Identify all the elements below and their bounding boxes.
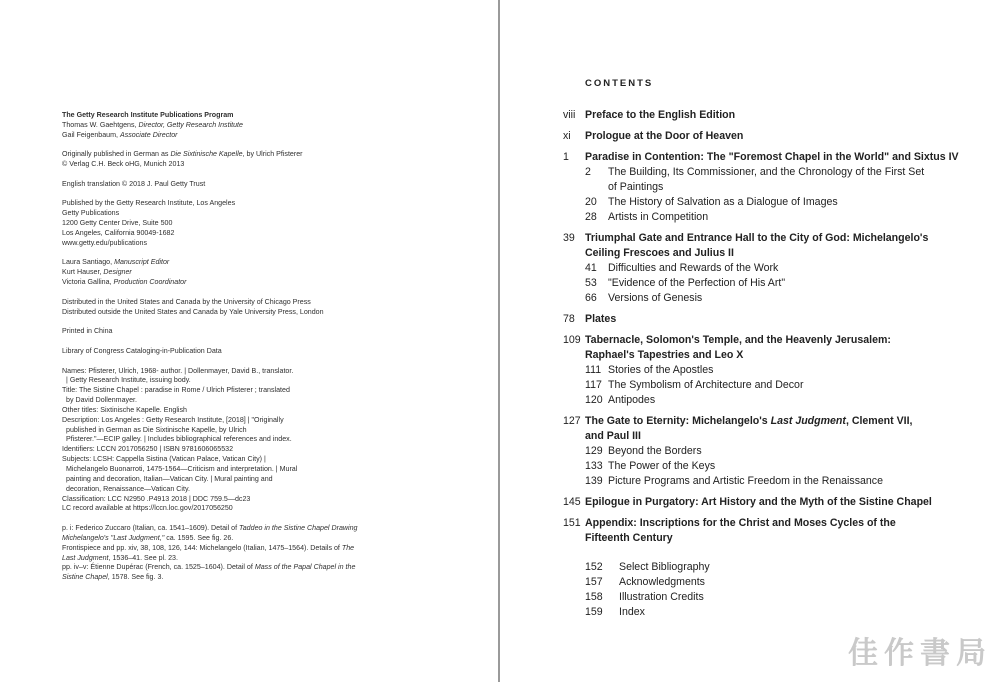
toc-subtitle-line: Beyond the Borders (608, 445, 702, 457)
toc-back-matter-label: Acknowledgments (619, 576, 705, 588)
cip-line: Classification: LCC N2950 .P4913 2018 | DDC 759.5—dc23 (62, 494, 251, 503)
staff-role: Production Coordinator (113, 278, 187, 287)
toc-title (585, 495, 983, 510)
toc-back-matter-entry (563, 590, 983, 605)
credit-title: The (341, 543, 355, 552)
toc-title (585, 312, 983, 327)
copyright-page (0, 0, 498, 682)
toc-page-number: 127 (563, 415, 581, 427)
toc-title-line: Plates (585, 313, 617, 325)
credit-line (62, 554, 482, 564)
toc-page-number: 2 (585, 166, 591, 178)
publisher-line: 1200 Getty Center Drive, Suite 500 (62, 219, 173, 228)
toc-entry (563, 516, 983, 546)
toc-entry (563, 495, 983, 510)
credit-title: Sistine Chapel (62, 573, 108, 582)
toc-entry (563, 108, 983, 123)
toc-title-line: and Paul III (585, 430, 641, 442)
credit-text: , 1536–41. See pl. 23. (108, 553, 178, 562)
toc-subentry (563, 165, 983, 195)
toc-page-number: 111 (585, 364, 602, 376)
publisher-block (62, 199, 482, 248)
watermark: 佳作書局 (848, 636, 992, 671)
toc-subentry (563, 291, 983, 306)
toc-page-number: 66 (585, 292, 597, 304)
toc-subentry (563, 261, 983, 276)
printed-block (62, 327, 482, 337)
cip-line: Identifiers: LCCN 2017056250 | ISBN 9781606065532 (62, 445, 234, 454)
toc-title (585, 333, 983, 363)
credits-block (62, 524, 482, 583)
toc-subentry (563, 276, 983, 291)
toc-subtitle-line: Antipodes (608, 394, 656, 406)
publisher-line: www.getty.edu/publications (62, 238, 148, 247)
credit-title: Mass of the Papal Chapel in the (254, 563, 356, 572)
toc-subtitle-line: Versions of Genesis (608, 292, 703, 304)
staff-line (62, 278, 482, 288)
origin-block (62, 150, 482, 170)
contents-heading: CONTENTS (585, 78, 654, 89)
toc-subentry (563, 195, 983, 210)
toc-subtitle-line: Artists in Competition (608, 211, 709, 223)
origin-line: Originally published in German as Die Sixtinische Kapelle, by Ulrich Pfisterer (62, 150, 303, 159)
credit-title: Last Judgment (62, 553, 109, 562)
toc-subtitle (608, 393, 983, 408)
toc-back-matter-entry (563, 560, 983, 575)
toc-title (585, 231, 983, 261)
toc-subtitle (608, 276, 983, 291)
copyright-text (62, 111, 482, 593)
toc-subtitle-line: "Evidence of the Perfection of His Art" (608, 277, 786, 289)
toc-subentry (563, 474, 983, 489)
toc-subtitle (608, 165, 983, 195)
toc-subentry (563, 459, 983, 474)
toc-title-line: Epilogue in Purgatory: Art History and the Myth of the Sistine Chapel (585, 496, 932, 508)
toc-page-number: 20 (585, 196, 597, 208)
cip-line: published in German as Die Sixtinische Kapelle, by Ulrich (66, 425, 247, 434)
toc-page-number: 78 (563, 313, 575, 325)
toc-title (585, 129, 983, 144)
toc-page-number: 1 (563, 151, 569, 163)
cip-title-block (62, 347, 482, 357)
toc-subentry (563, 393, 983, 408)
toc-page-number: 133 (585, 460, 603, 472)
cip-line: Names: Pfisterer, Ulrich, 1968- author. | Dollenmayer, David B., translator. (62, 366, 294, 375)
toc-page-number: 159 (585, 606, 603, 618)
toc-page-number: 39 (563, 232, 575, 244)
toc-subtitle (608, 363, 983, 378)
toc-page-number: 145 (563, 496, 581, 508)
toc-subentry (563, 363, 983, 378)
staff-role: Designer (103, 268, 132, 277)
table-of-contents (563, 108, 983, 620)
toc-page-number: 109 (563, 334, 581, 346)
program-line: Gail Feigenbaum, Associate Director (62, 130, 178, 139)
cip-line: | Getty Research Institute, issuing body. (66, 376, 191, 385)
publisher-line: Getty Publications (62, 209, 120, 218)
toc-subtitle (608, 261, 983, 276)
credit-title: Michelangelo's "Last Judgment," (62, 533, 165, 542)
toc-page-number: 41 (585, 262, 597, 274)
toc-page-number: 152 (585, 561, 603, 573)
distribution-line: Distributed in the United States and Canada by the University of Chicago Press (62, 297, 311, 306)
toc-back-matter-label: Illustration Credits (619, 591, 704, 603)
credit-line (62, 524, 482, 534)
toc-page-number: xi (563, 130, 571, 142)
credit-line (62, 573, 482, 583)
toc-entry (563, 129, 983, 144)
credit-line (62, 544, 482, 554)
cip-line: Description: Los Angeles : Getty Research Institute, [2018] | "Originally (62, 415, 284, 424)
program-block (62, 111, 482, 141)
toc-spacer (563, 552, 983, 560)
toc-subtitle-line: of Paintings (608, 181, 664, 193)
toc-entry (563, 231, 983, 261)
credit-text: , 1578. See fig. 3. (107, 573, 164, 582)
toc-title-line: Tabernacle, Solomon's Temple, and the Heavenly Jerusalem: (585, 334, 891, 346)
staff-line (62, 268, 482, 278)
toc-page-number: 120 (585, 394, 603, 406)
program-line: Thomas W. Gaehtgens, Director, Getty Research Institute (62, 120, 243, 129)
cip-line: by David Dollenmayer. (66, 396, 137, 405)
origin-copyright: © Verlag C.H. Beck oHG, Munich 2013 (62, 160, 185, 169)
toc-subentry (563, 210, 983, 225)
toc-subtitle (608, 459, 983, 474)
toc-title-part: , Clement VII, (845, 415, 913, 427)
toc-entry (563, 150, 983, 165)
credit-text: Frontispiece and pp. xiv, 38, 108, 126, 144: Michelangelo (Italian, 1475–1564). Details of (62, 543, 342, 552)
toc-title (585, 150, 983, 165)
toc-subtitle (608, 474, 983, 489)
cip-line: Subjects: LCSH: Cappella Sistina (Vatican Palace, Vatican City) | (62, 455, 266, 464)
cip-line: LC record available at https://lccn.loc.gov/2017056250 (62, 504, 233, 513)
toc-title-line: Triumphal Gate and Entrance Hall to the City of God: Michelangelo's (585, 232, 929, 244)
toc-subtitle (608, 444, 983, 459)
toc-back-matter-entry (563, 575, 983, 590)
staff-line (62, 258, 482, 268)
toc-back-matter-label: Index (619, 606, 645, 618)
toc-title-line: Ceiling Frescoes and Julius II (585, 247, 734, 259)
staff-name: Kurt Hauser, (62, 268, 104, 277)
cip-line: Pfisterer."—ECIP galley. | Includes bibliographical references and index. (66, 435, 292, 444)
credit-text: p. i: Federico Zuccaro (Italian, ca. 1541–1609). Detail of (62, 524, 240, 533)
toc-title-line (585, 414, 983, 429)
toc-subtitle-line: The History of Salvation as a Dialogue of Images (608, 196, 838, 208)
toc-subentry (563, 378, 983, 393)
cip-line: painting and decoration, Italian—Vatican City. | Mural painting and (66, 474, 273, 483)
toc-page-number: 139 (585, 475, 603, 487)
publisher-line: Los Angeles, California 90049-1682 (62, 228, 175, 237)
toc-subtitle-line: Picture Programs and Artistic Freedom in the Renaissance (608, 475, 883, 487)
toc-subtitle-line: The Symbolism of Architecture and Decor (608, 379, 804, 391)
toc-title (585, 108, 983, 123)
staff-name: Victoria Gallina, (62, 278, 114, 287)
toc-subtitle-line: The Power of the Keys (608, 460, 716, 472)
toc-title (585, 516, 983, 546)
cip-block (62, 367, 482, 515)
printed-line: Printed in China (62, 327, 113, 336)
staff-block (62, 258, 482, 288)
toc-page-number: 117 (585, 379, 602, 391)
cip-title: Library of Congress Cataloging-in-Publication Data (62, 346, 222, 355)
toc-page-number: 28 (585, 211, 597, 223)
toc-back-matter-label: Select Bibliography (619, 561, 710, 573)
toc-title-line: Appendix: Inscriptions for the Christ and Moses Cycles of the (585, 517, 896, 529)
toc-back-matter-entry (563, 605, 983, 620)
distribution-line: Distributed outside the United States and Canada by Yale University Press, London (62, 307, 324, 316)
toc-subentry (563, 444, 983, 459)
distribution-block (62, 298, 482, 318)
program-title: The Getty Research Institute Publications Program (62, 111, 234, 119)
credit-text: ca. 1595. See fig. 26. (164, 533, 234, 542)
toc-title-line: Prologue at the Door of Heaven (585, 130, 744, 142)
translation-block (62, 180, 482, 190)
credit-line (62, 534, 482, 544)
toc-title-italic: Last Judgment (770, 415, 846, 427)
publisher-line: Published by the Getty Research Institute, Los Angeles (62, 199, 236, 208)
cip-line: Michelangelo Buonarroti, 1475-1564—Criticism and interpretation. | Mural (66, 465, 298, 473)
toc-subtitle (608, 378, 983, 393)
toc-entry (563, 312, 983, 327)
toc-subtitle-line: Difficulties and Rewards of the Work (608, 262, 779, 274)
cip-line: Other titles: Sixtinische Kapelle. English (62, 405, 187, 414)
toc-page-number: 157 (585, 576, 603, 588)
toc-subtitle-line: Stories of the Apostles (608, 364, 714, 376)
credit-title: Taddeo in the Sistine Chapel Drawing (239, 524, 358, 533)
toc-title-line: Fifteenth Century (585, 532, 673, 544)
toc-page-number: 53 (585, 277, 597, 289)
toc-title (585, 414, 983, 444)
toc-subtitle (608, 195, 983, 210)
toc-subtitle-line: The Building, Its Commissioner, and the Chronology of the First Set (608, 166, 925, 178)
toc-page-number: 129 (585, 445, 603, 457)
toc-title-line: Paradise in Contention: The "Foremost Chapel in the World" and Sixtus IV (585, 151, 959, 163)
toc-subtitle (608, 210, 983, 225)
toc-title-line: Preface to the English Edition (585, 109, 736, 121)
staff-role: Manuscript Editor (114, 258, 170, 267)
toc-entry (563, 333, 983, 363)
translation-line: English translation © 2018 J. Paul Getty Trust (62, 179, 206, 188)
credit-text: pp. iv–v: Étienne Dupérac (French, ca. 1525–1604). Detail of (62, 563, 255, 572)
staff-name: Laura Santiago, (62, 258, 115, 267)
toc-page-number: 151 (563, 517, 581, 529)
toc-title-line: Raphael's Tapestries and Leo X (585, 349, 744, 361)
toc-page-number: viii (563, 109, 576, 121)
credit-line (62, 563, 482, 573)
toc-subtitle (608, 291, 983, 306)
toc-entry (563, 414, 983, 444)
cip-line: decoration, Renaissance—Vatican City. (66, 484, 190, 493)
cip-line: Title: The Sistine Chapel : paradise in Rome / Ulrich Pfisterer ; translated (62, 386, 290, 395)
toc-page-number: 158 (585, 591, 603, 603)
toc-title-part: The Gate to Eternity: Michelangelo's (585, 415, 771, 427)
